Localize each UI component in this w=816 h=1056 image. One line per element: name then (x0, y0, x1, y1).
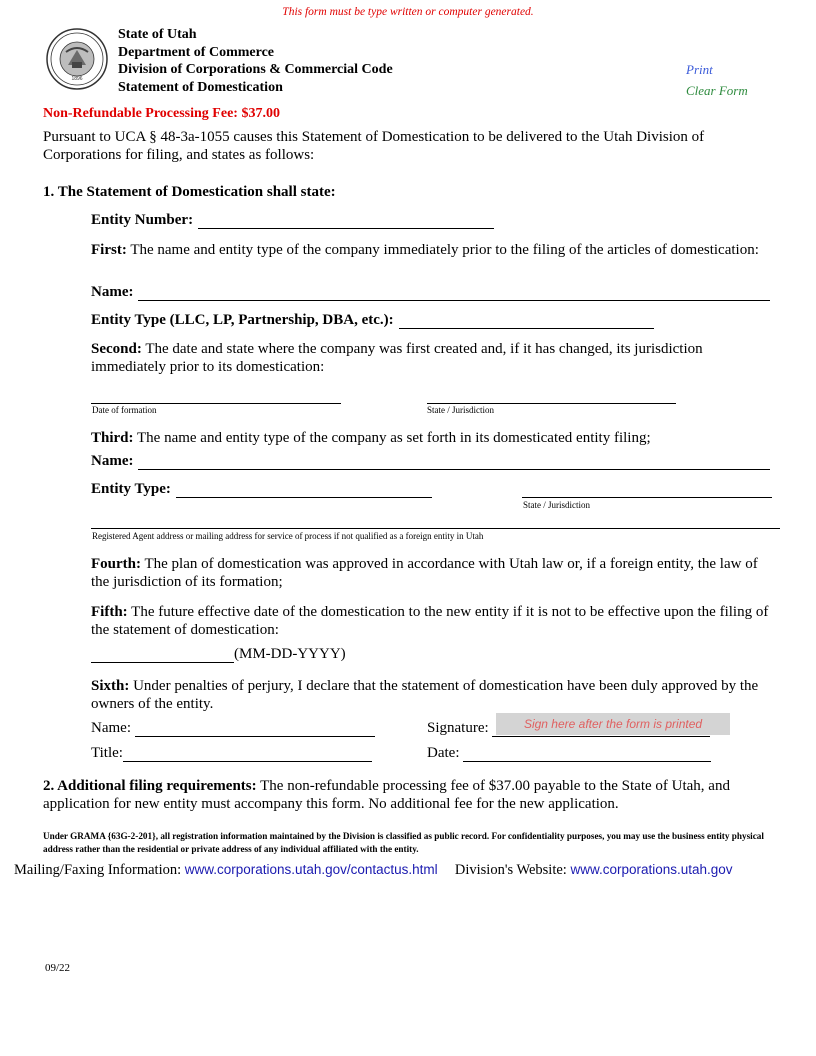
first-name-label: Name: (91, 284, 134, 300)
registered-agent-field[interactable] (91, 512, 780, 529)
third-state-jurisdiction-field[interactable] (522, 481, 772, 498)
registered-agent-caption: Registered Agent address or mailing address for service of process if not qualified as a foreign entity in Utah (92, 531, 484, 541)
section-2-text: The non-refundable processing fee of $37.00 payable to the State of Utah, and application for new entity must accompany this form. No additional fee for the new application. (43, 778, 730, 812)
utah-state-seal-icon (46, 28, 108, 90)
third-paragraph (91, 429, 771, 447)
date-of-formation-field[interactable] (91, 387, 341, 404)
mailing-label: Mailing/Faxing Information: (14, 862, 182, 878)
footer-links (14, 862, 733, 879)
sixth-text: Under penalties of perjury, I declare that the statement of domestication have been duly approved by the owners of the entity. (91, 678, 759, 712)
date-of-formation-caption: Date of formation (92, 405, 157, 415)
first-text: The name and entity type of the company immediately prior to the filing of the articles of domestication: (130, 242, 759, 258)
type-written-notice: This form must be type written or computer generated. (282, 6, 534, 18)
effective-date-field[interactable] (91, 646, 234, 663)
agency-division: Division of Corporations & Commercial Code (118, 62, 393, 78)
agency-header (118, 26, 393, 96)
third-entity-type-row (91, 481, 432, 498)
signer-title-row (91, 745, 372, 762)
signer-name-row (91, 720, 375, 737)
state-jurisdiction-caption: State / Jurisdiction (427, 405, 494, 415)
signer-name-label: Name: (91, 720, 131, 736)
first-name-row (91, 284, 770, 301)
form-title: Statement of Domestication (118, 79, 283, 95)
third-entity-type-field[interactable] (176, 481, 432, 498)
clear-form-button[interactable]: Clear Form (686, 83, 748, 98)
fee-notice: Non-Refundable Processing Fee: $37.00 (43, 106, 280, 121)
signer-name-field[interactable] (135, 720, 375, 737)
website-label: Division's Website: (454, 862, 567, 878)
sixth-paragraph (91, 677, 771, 713)
svg-text:1896: 1896 (71, 76, 83, 82)
third-state-jurisdiction-caption: State / Jurisdiction (523, 500, 590, 510)
fifth-text: The future effective date of the domestication to the new entity if it is not to be effective upon the filing of the statement of domestication: (91, 604, 769, 638)
division-website-link[interactable]: www.corporations.utah.gov (570, 862, 733, 877)
second-paragraph (91, 340, 771, 376)
third-text: The name and entity type of the company as set forth in its domesticated entity filing; (137, 430, 651, 446)
section-2-heading: 2. Additional filing requirements: (43, 778, 257, 794)
third-entity-type-label: Entity Type: (91, 481, 171, 497)
first-paragraph (91, 241, 771, 259)
fourth-paragraph (91, 555, 771, 591)
signer-title-label: Title: (91, 745, 123, 761)
print-button[interactable]: Print (686, 62, 713, 77)
third-name-label: Name: (91, 453, 134, 469)
sixth-label: Sixth: (91, 678, 130, 694)
signature-field[interactable]: Sign here after the form is printed (496, 713, 730, 735)
entity-number-field[interactable] (198, 212, 494, 229)
intro-paragraph: Pursuant to UCA § 48-3a-1055 causes this Statement of Domestication to be delivered to the Utah Division of Corporations for filing, and states as follows: (43, 129, 705, 163)
sign-date-row (427, 745, 711, 762)
signature-label: Signature: (427, 720, 489, 736)
fifth-label: Fifth: (91, 604, 128, 620)
third-label: Third: (91, 430, 134, 446)
grama-notice: Under GRAMA {63G-2-201}, all registration information maintained by the Division is classified as public record. For confidentiality purposes, you may use the business entity physical address rather than the residential or private address of any individual affiliated with the entity. (43, 831, 764, 854)
second-label: Second: (91, 341, 142, 357)
sign-date-label: Date: (427, 745, 460, 761)
effective-date-row (91, 646, 346, 663)
first-entity-type-field[interactable] (399, 312, 654, 329)
entity-number-label: Entity Number: (91, 212, 194, 228)
second-text: The date and state where the company was first created and, if it has changed, its jurisdiction immediately prior to its domestication: (91, 341, 703, 375)
signer-title-field[interactable] (123, 745, 372, 762)
form-version: 09/22 (45, 962, 71, 974)
sign-date-field[interactable] (463, 745, 711, 762)
agency-state: State of Utah (118, 27, 197, 42)
agency-department: Department of Commerce (118, 44, 275, 60)
entity-number-row (91, 212, 494, 229)
first-label: First: (91, 242, 127, 258)
date-format-hint: (MM-DD-YYYY) (234, 646, 346, 662)
fifth-paragraph (91, 603, 771, 639)
second-state-jurisdiction-field[interactable] (427, 387, 676, 404)
first-entity-type-row (91, 312, 654, 329)
third-name-row (91, 453, 770, 470)
contact-us-link[interactable]: www.corporations.utah.gov/contactus.html (184, 862, 438, 877)
fourth-text: The plan of domestication was approved in accordance with Utah law or, if a foreign entity, the law of the jurisdiction of its formation; (91, 556, 758, 590)
first-entity-type-label: Entity Type (LLC, LP, Partnership, DBA, etc.): (91, 312, 394, 328)
section-1-heading: 1. The Statement of Domestication shall state: (43, 184, 336, 200)
fourth-label: Fourth: (91, 556, 141, 572)
first-name-field[interactable] (138, 284, 770, 301)
section-2-paragraph (43, 777, 773, 813)
third-name-field[interactable] (138, 453, 770, 470)
